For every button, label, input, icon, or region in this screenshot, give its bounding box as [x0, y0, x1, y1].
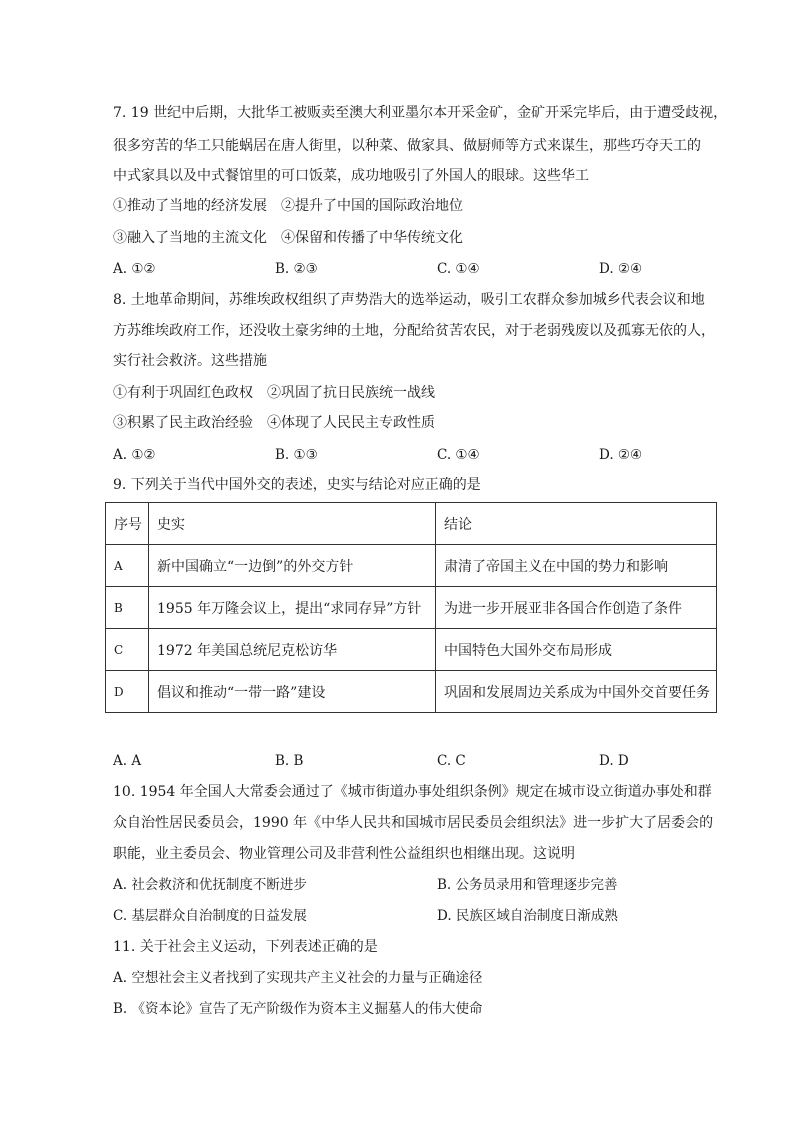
row-conclusion: 肃清了帝国主义在中国的势力和影响 — [436, 545, 717, 587]
q8-option-b[interactable]: B. ①③ — [275, 447, 318, 463]
q9-option-a[interactable]: A. A — [113, 753, 142, 769]
q7-option-a[interactable]: A. ①② — [113, 261, 156, 277]
q8-option-a[interactable]: A. ①② — [113, 447, 156, 463]
q8-option-c[interactable]: C. ①④ — [437, 447, 480, 463]
q9-option-b[interactable]: B. B — [275, 753, 304, 769]
q7-item-line-2: ③融入了当地的主流文化 ④保留和传播了中华传统文化 — [113, 230, 463, 246]
row-fact: 1955 年万隆会议上，提出“求同存异”方针 — [149, 587, 436, 629]
q9-stem: 9. 下列关于当代中国外交的表述，史实与结论对应正确的是 — [113, 477, 481, 493]
header-conclusion: 结论 — [436, 503, 717, 545]
row-label: C — [106, 629, 149, 671]
row-conclusion: 巩固和发展周边关系成为中国外交首要任务 — [436, 671, 717, 713]
header-serial: 序号 — [106, 503, 149, 545]
q8-item-line-1: ①有利于巩固红色政权 ②巩固了抗日民族统一战线 — [113, 385, 435, 401]
table-row — [106, 629, 717, 671]
q11-option-a[interactable]: A. 空想社会主义者找到了实现共产主义社会的力量与正确途径 — [113, 970, 483, 986]
q8-stem-line-3: 实行社会救济。这些措施 — [113, 353, 267, 369]
q8-stem-line-1: 8. 土地革命期间，苏维埃政权组织了声势浩大的选举运动，吸引工农群众参加城乡代表会议和地 — [113, 292, 705, 308]
q10-option-c[interactable]: C. 基层群众自治制度的日益发展 — [113, 908, 307, 924]
q8-item-line-2: ③积累了民主政治经验 ④体现了人民民主专政性质 — [113, 415, 435, 431]
table-header-row — [106, 503, 717, 545]
q11-stem: 11. 关于社会主义运动，下列表述正确的是 — [113, 939, 378, 955]
q10-option-a[interactable]: A. 社会救济和优抚制度不断进步 — [113, 877, 307, 893]
q10-stem-line-2: 众自治性居民委员会，1990 年《中华人民共和国城市居民委员会组织法》进一步扩大了居委会的 — [113, 815, 714, 831]
q9-table — [105, 502, 717, 713]
q9-option-c[interactable]: C. C — [437, 753, 466, 769]
q10-option-d[interactable]: D. 民族区域自治制度日渐成熟 — [437, 908, 618, 924]
q7-stem-line-3: 中式家具以及中式餐馆里的可口饭菜，成功地吸引了外国人的眼球。这些华工 — [113, 168, 589, 184]
row-conclusion: 为进一步开展亚非各国合作创造了条件 — [436, 587, 717, 629]
row-conclusion: 中国特色大国外交布局形成 — [436, 629, 717, 671]
row-label: B — [106, 587, 149, 629]
table-row — [106, 545, 717, 587]
q9-option-d[interactable]: D. D — [599, 753, 629, 769]
q10-option-b[interactable]: B. 公务员录用和管理逐步完善 — [437, 877, 618, 893]
table-row — [106, 671, 717, 713]
row-label: D — [106, 671, 149, 713]
q7-stem-line-1: 7. 19 世纪中后期，大批华工被贩卖至澳大利亚墨尔本开采金矿，金矿开采完毕后，由于遭受歧视， — [113, 105, 728, 121]
q8-stem-line-2: 方苏维埃政府工作，还没收土豪劣绅的土地，分配给贫苦农民，对于老弱残废以及孤寡无依的人， — [113, 323, 715, 339]
q10-stem-line-1: 10. 1954 年全国人大常委会通过了《城市街道办事处组织条例》规定在城市设立街道办事处和群 — [113, 784, 712, 800]
q7-option-d[interactable]: D. ②④ — [599, 261, 643, 277]
row-label: A — [106, 545, 149, 587]
row-fact: 新中国确立“一边倒”的外交方针 — [149, 545, 436, 587]
q7-option-c[interactable]: C. ①④ — [437, 261, 480, 277]
header-fact: 史实 — [149, 503, 436, 545]
q8-option-d[interactable]: D. ②④ — [599, 447, 643, 463]
q10-stem-line-3: 职能，业主委员会、物业管理公司及非营利性公益组织也相继出现。这说明 — [113, 846, 575, 862]
row-fact: 倡议和推动“一带一路”建设 — [149, 671, 436, 713]
q7-stem-line-2: 很多穷苦的华工只能蜗居在唐人街里，以种菜、做家具、做厨师等方式来谋生，那些巧夺天工的 — [113, 138, 701, 154]
q11-option-b[interactable]: B. 《资本论》宣告了无产阶级作为资本主义掘墓人的伟大使命 — [113, 1001, 483, 1017]
q7-option-b[interactable]: B. ②③ — [275, 261, 318, 277]
q7-item-line-1: ①推动了当地的经济发展 ②提升了中国的国际政治地位 — [113, 198, 463, 214]
row-fact: 1972 年美国总统尼克松访华 — [149, 629, 436, 671]
table-row — [106, 587, 717, 629]
